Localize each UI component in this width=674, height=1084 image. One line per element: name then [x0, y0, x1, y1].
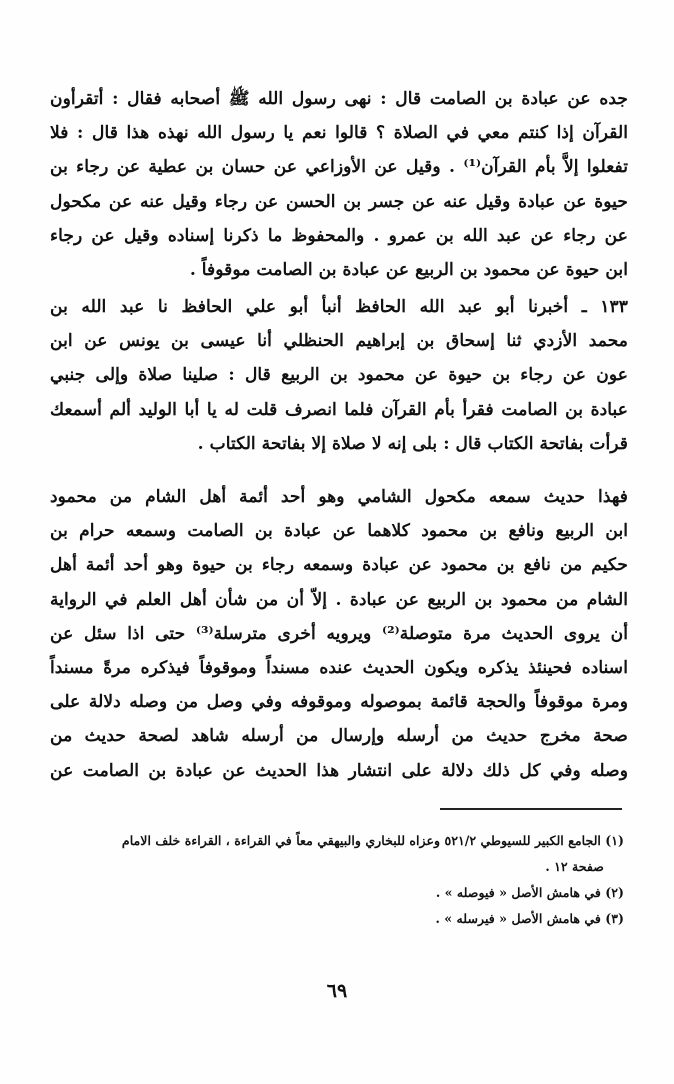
text-line: عبادة بن الصامت فقرأ بأم القرآن فلما انصرف قلت له يا أبا الوليد ألم أسمعك: [50, 399, 628, 420]
text-line: حكيم من نافع بن محمود عن عبادة وسمعه رجاء بن حيوة وهو أحد أئمة أهل: [50, 555, 628, 576]
footnote-3: (٣) في هامش الأصل « فيرسله » .: [435, 911, 624, 926]
text-line: وصله وفي كل ذلك دلالة على انتشار هذا الحديث عن عبادة بن الصامت عن: [50, 760, 628, 781]
footnote-1-continuation: صفحة ١٢ .: [545, 859, 604, 874]
footnote-divider: [440, 808, 622, 810]
text-line: أن يروى الحديث مرة متوصلة⁽²⁾ ويرويه أخرى مترسلة⁽³⁾ حتى اذا سئل عن: [50, 623, 628, 644]
paragraph-2: [50, 290, 628, 461]
text-line: ومرة موقوفاً والحجة قائمة بموصوله وموقوفه وفي وصل من وصله دلالة على: [50, 692, 628, 713]
text-line: صحة مخرج حديث من أرسله وإرسال من أرسله شاهد لصحة حديث من: [50, 726, 628, 747]
footnote-1: (١) الجامع الكبير للسيوطي ٥٢١/٢ وعزاه للبخاري والبيهقي معاً في القراءة ، القراءة خلف الامام: [121, 833, 624, 848]
text-line: عن رجاء عن عبد الله بن عمرو . والمحفوظ ما ذكرنا إسناده وقيل عن رجاء: [50, 225, 628, 246]
text-line: الشام من محمود بن الربيع عن عبادة . إلاّ أن من شأن أهل العلم في الرواية: [50, 589, 628, 610]
text-line: حيوة عن عبادة وقيل عنه عن جسر بن الحسن عن رجاء وقيل عنه عن مكحول: [50, 191, 628, 212]
paragraph-1: [50, 82, 628, 287]
text-line: القرآن إذا كنتم معي في الصلاة ؟ قالوا نعم يا رسول الله نهذه هذا قال : فلا: [50, 123, 628, 144]
footnotes: [50, 828, 624, 932]
text-line: ابن حيوة عن محمود بن الربيع عن عبادة بن الصامت موقوفاً .: [189, 260, 628, 281]
text-line: عون عن رجاء بن حيوة عن محمود بن الربيع قال : صلينا صلاة وإلى جنبي: [50, 365, 628, 386]
text-line: اسناده فحينئذ يذكره ويكون الحديث عنده مسنداً وموقوفاً فيذكره مرةً مسنداً: [50, 658, 628, 679]
text-line: تفعلوا إلاَّ بأم القرآن⁽¹⁾ . وقيل عن الأوزاعي عن حسان بن عطية عن رجاء بن: [50, 157, 629, 178]
page-number: ٦٩: [326, 980, 348, 1002]
text-line: محمد الأزدي ثنا إسحاق بن إبراهيم الحنظلي أنا عيسى بن يونس عن ابن: [50, 331, 628, 352]
text-line: ابن الربيع ونافع بن محمود كلاهما عن عبادة بن الصامت وسمعه حرام بن: [50, 521, 628, 542]
text-line: جده عن عبادة بن الصامت قال : نهى رسول الله ﷺ أصحابه فقال : أتقرأون: [50, 89, 628, 109]
text-line: ١٣٣ ـ أخبرنا أبو عبد الله الحافظ أنبأ أبو علي الحافظ نا عبد الله بن: [50, 297, 628, 317]
paragraph-3: [50, 480, 628, 788]
text-line: فهذا حديث سمعه مكحول الشامي وهو أحد أئمة أهل الشام من محمود: [50, 487, 628, 507]
text-line: قرأت بفاتحة الكتاب قال : بلى إنه لا صلاة إلا بفاتحة الكتاب .: [197, 433, 628, 454]
footnote-2: (٢) في هامش الأصل « فيوصله » .: [435, 885, 624, 900]
